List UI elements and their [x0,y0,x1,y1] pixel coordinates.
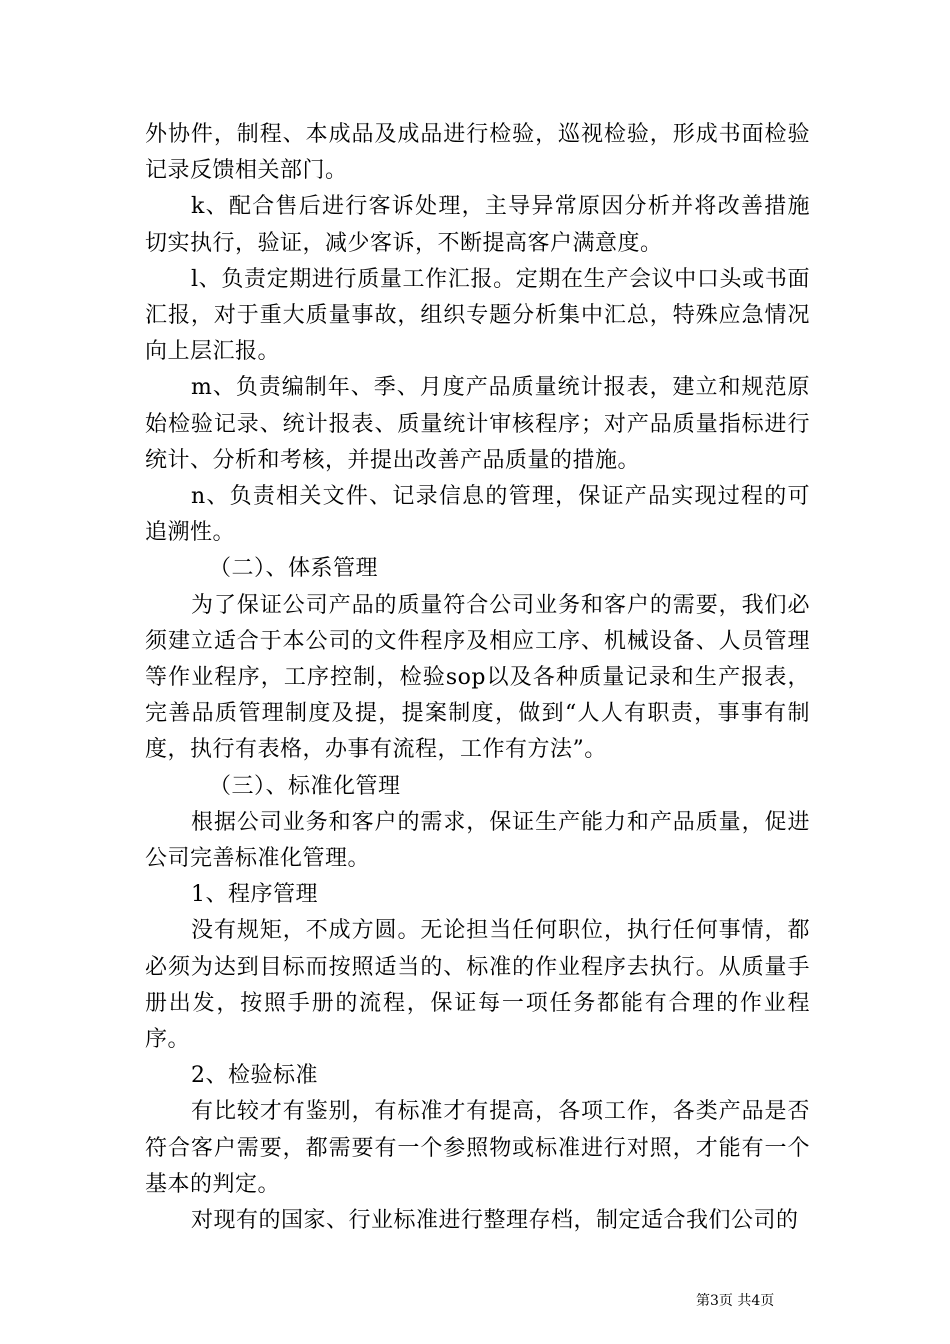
subsection-heading: 2、检验标准 [191,1063,318,1089]
page-number-suffix: 页 [760,1293,775,1309]
section-heading: （二）、体系管理 [209,556,379,582]
paragraph: 没有规矩，不成方圆。无论担当任何职位，执行任何事情，都必须为达到目标而按照适当的、标准的作业程序去执行。从质量手册出发，按照手册的流程，保证每一项任务都能有合理的作业程序。 [145,918,810,1053]
page-number [696,1292,774,1310]
paragraph: 外协件，制程、本成品及成品进行检验，巡视检验，形成书面检验记录反馈相关部门。 [145,122,810,184]
page-number-middle: 页 共 [718,1293,752,1309]
paragraph: 有比较才有鉴别，有标准才有提高，各项工作，各类产品是否符合客户需要，都需要有一个参照物或标准进行对照，才能有一个基本的判定。 [145,1099,810,1197]
current-page: 3 [710,1293,719,1309]
paragraph: k、配合售后进行客诉处理，主导异常原因分析并将改善措施切实执行，验证，减少客诉，不断提高客户满意度。 [145,194,810,256]
document-body [145,117,810,1239]
paragraph: 为了保证公司产品的质量符合公司业务和客户的需要，我们必须建立适合于本公司的文件程序及相应工序、机械设备、人员管理等作业程序，工序控制，检验sop以及各种质量记录和生产报表，完善品质管理制度及提，提案制度，做到“人人有职责，事事有制度，执行有表格，办事有流程，工作有方法”。 [145,592,810,763]
total-pages: 4 [751,1293,761,1309]
subsection-heading: 1、程序管理 [191,882,318,908]
paragraph: m、负责编制年、季、月度产品质量统计报表，建立和规范原始检验记录、统计报表、质量统计审核程序；对产品质量指标进行统计、分析和考核，并提出改善产品质量的措施。 [145,375,810,473]
paragraph: 对现有的国家、行业标准进行整理存档，制定适合我们公司的 [191,1208,799,1234]
section-heading: （三）、标准化管理 [209,773,401,799]
paragraph: l、负责定期进行质量工作汇报。定期在生产会议中口头或书面汇报，对于重大质量事故，组织专题分析集中汇总，特殊应急情况向上层汇报。 [145,266,810,365]
paragraph: 根据公司业务和客户的需求，保证生产能力和产品质量，促进公司完善标准化管理。 [145,809,810,872]
paragraph: n、负责相关文件、记录信息的管理，保证产品实现过程的可追溯性。 [145,484,810,546]
page-number-prefix: 第 [696,1293,710,1309]
